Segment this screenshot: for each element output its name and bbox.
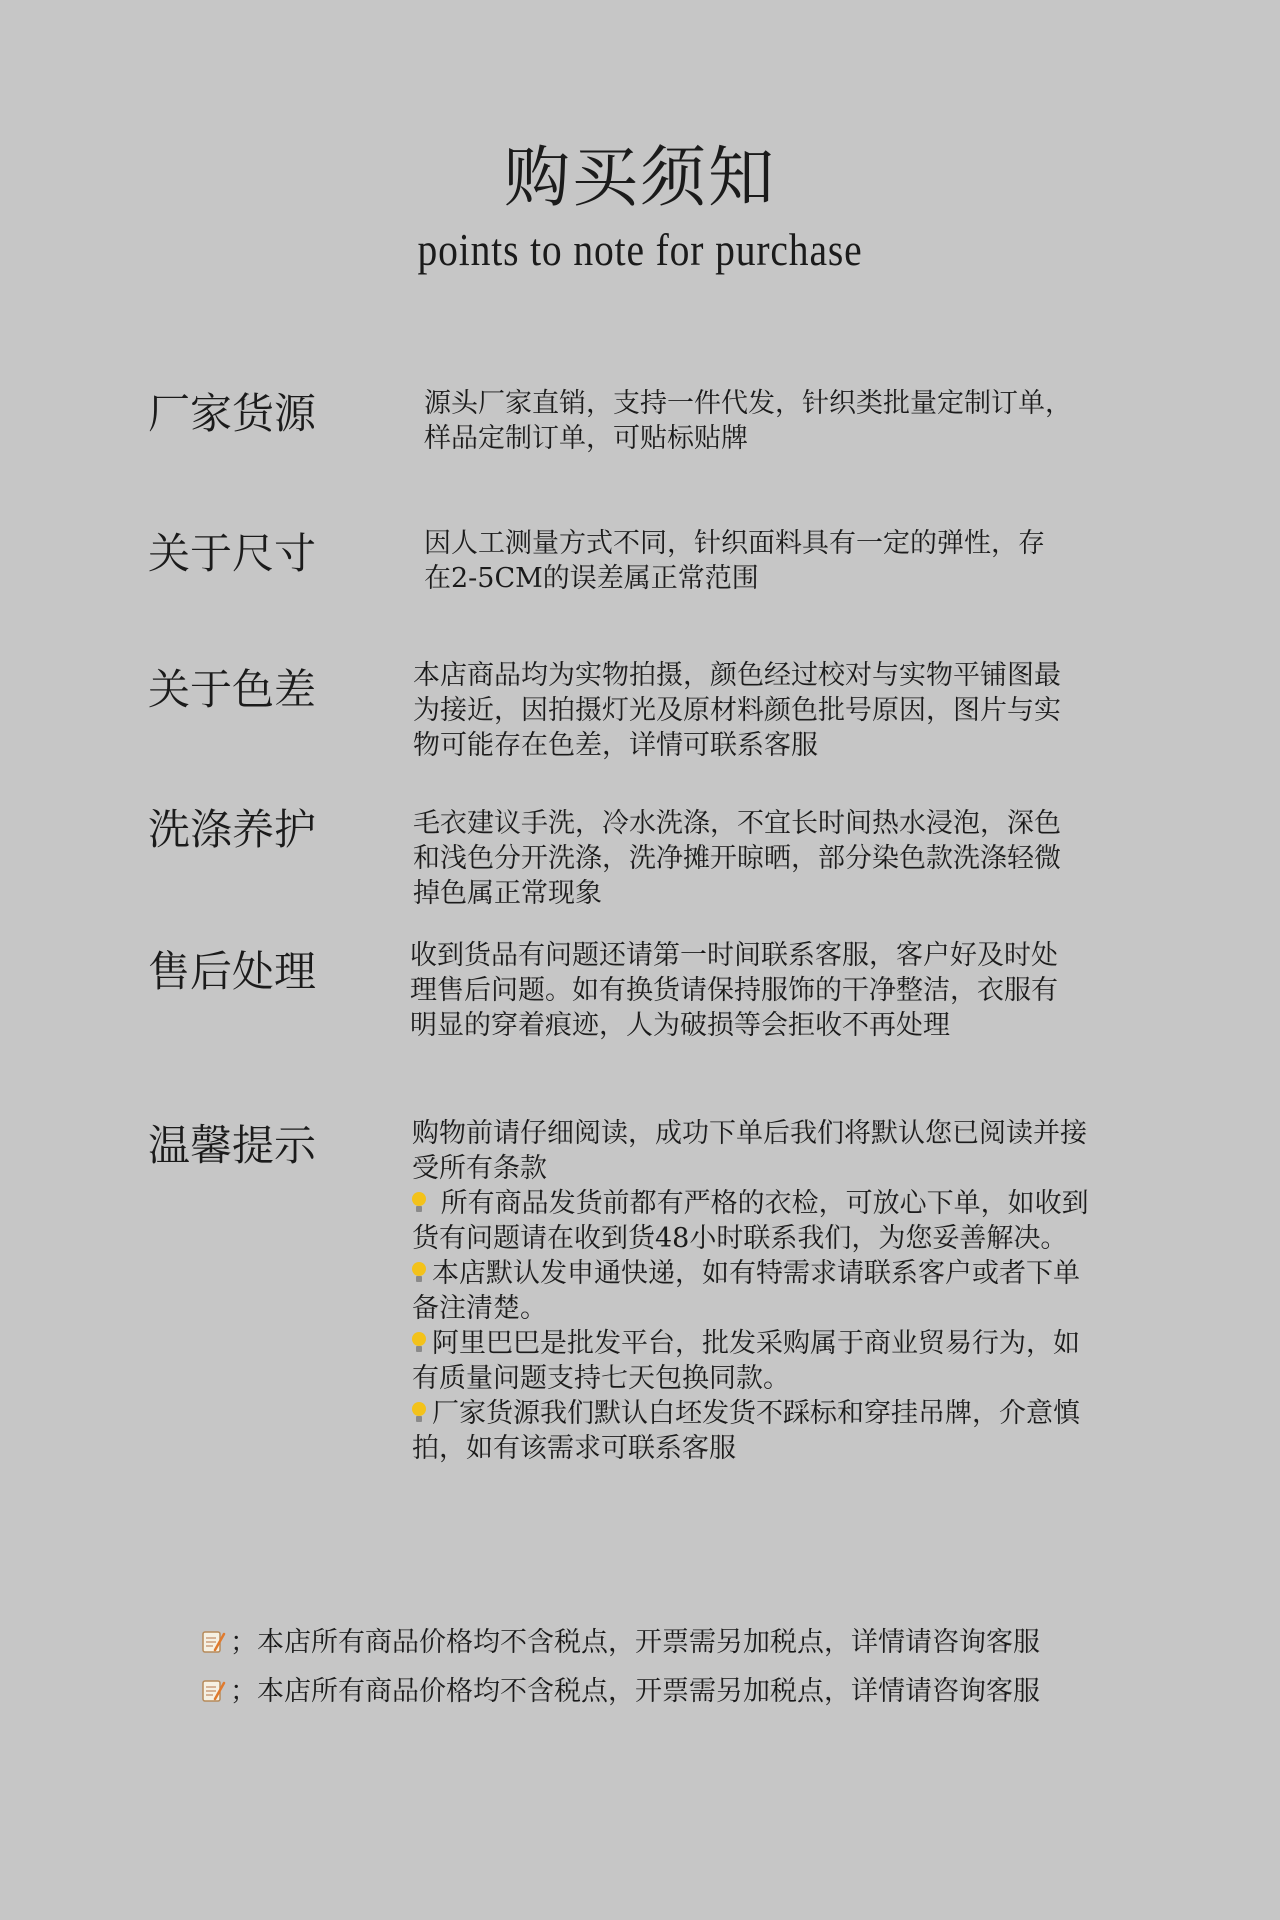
section-line: 理售后问题。如有换货请保持服饰的干净整洁，衣服有: [410, 975, 1058, 1006]
section-line: 在2-5CM的误差属正常范围: [424, 563, 759, 594]
section-body: [424, 386, 1144, 456]
section-line: 明显的穿着痕迹，人为破损等会拒收不再处理: [410, 1010, 950, 1041]
section-line: 毛衣建议手洗，冷水洗涤，不宜长时间热水浸泡，深色: [413, 808, 1061, 839]
section-line: 样品定制订单，可贴标贴牌: [424, 423, 748, 454]
tip-text: 阿里巴巴是批发平台，批发采购属于商业贸易行为，如: [432, 1328, 1080, 1359]
section-title: 厂家货源: [148, 389, 317, 438]
footer-note: [200, 1625, 1160, 1661]
page-title: 购买须知: [504, 139, 776, 216]
section-body: [413, 658, 1133, 763]
section-line: 购物前请仔细阅读，成功下单后我们将默认您已阅读并接: [412, 1118, 1087, 1149]
memo-icon: [200, 1628, 226, 1654]
section-line: 收到货品有问题还请第一时间联系客服，客户好及时处: [410, 940, 1058, 971]
tip-text: 所有商品发货前都有严格的衣检，可放心下单，如收到: [432, 1188, 1089, 1219]
tip-text: 本店默认发申通快递，如有特需求请联系客户或者下单: [432, 1258, 1080, 1289]
section-line: 为接近，因拍摄灯光及原材料颜色批号原因，图片与实: [413, 695, 1061, 726]
section-line: 拍，如有该需求可联系客服: [412, 1433, 736, 1464]
section-line-tip: [412, 1256, 1132, 1291]
section-line: 受所有条款: [412, 1153, 547, 1184]
section-title: 温馨提示: [148, 1121, 317, 1170]
section-body: [410, 938, 1130, 1043]
section-line: 备注清楚。: [412, 1293, 547, 1324]
tip-text: 厂家货源我们默认白坯发货不踩标和穿挂吊牌，介意慎: [432, 1398, 1080, 1429]
section-line-tip: [412, 1326, 1132, 1361]
footer-note-text: ；本店所有商品价格均不含税点，开票需另加税点，详情请咨询客服: [230, 1676, 1040, 1707]
section-line: 物可能存在色差，详情可联系客服: [413, 730, 818, 761]
section-body: [412, 1116, 1132, 1466]
section-line: 掉色属正常现象: [413, 878, 602, 909]
footer-note: [200, 1674, 1160, 1710]
section-line: 有质量问题支持七天包换同款。: [412, 1363, 790, 1394]
page-subtitle: points to note for purchase: [417, 224, 863, 275]
section-line: 货有问题请在收到货48小时联系我们，为您妥善解决。: [412, 1223, 1068, 1254]
section-body: [424, 526, 1144, 596]
section-title: 关于色差: [148, 665, 317, 714]
light-bulb-icon: [412, 1262, 426, 1284]
section-title: 关于尺寸: [148, 529, 317, 578]
section-line-tip: [412, 1396, 1132, 1431]
section-line: 和浅色分开洗涤，洗净摊开晾晒，部分染色款洗涤轻微: [413, 843, 1061, 874]
section-line: 源头厂家直销，支持一件代发，针织类批量定制订单，: [424, 388, 1072, 419]
footer-note-text: ；本店所有商品价格均不含税点，开票需另加税点，详情请咨询客服: [230, 1627, 1040, 1658]
light-bulb-icon: [412, 1192, 426, 1214]
section-line: 因人工测量方式不同，针织面料具有一定的弹性，存: [424, 528, 1045, 559]
light-bulb-icon: [412, 1332, 426, 1354]
light-bulb-icon: [412, 1402, 426, 1424]
section-line-tip: [412, 1186, 1132, 1221]
section-title: 售后处理: [148, 947, 317, 996]
section-line: 本店商品均为实物拍摄，颜色经过校对与实物平铺图最: [413, 660, 1061, 691]
section-title: 洗涤养护: [148, 805, 317, 854]
memo-icon: [200, 1677, 226, 1703]
section-body: [413, 806, 1133, 911]
